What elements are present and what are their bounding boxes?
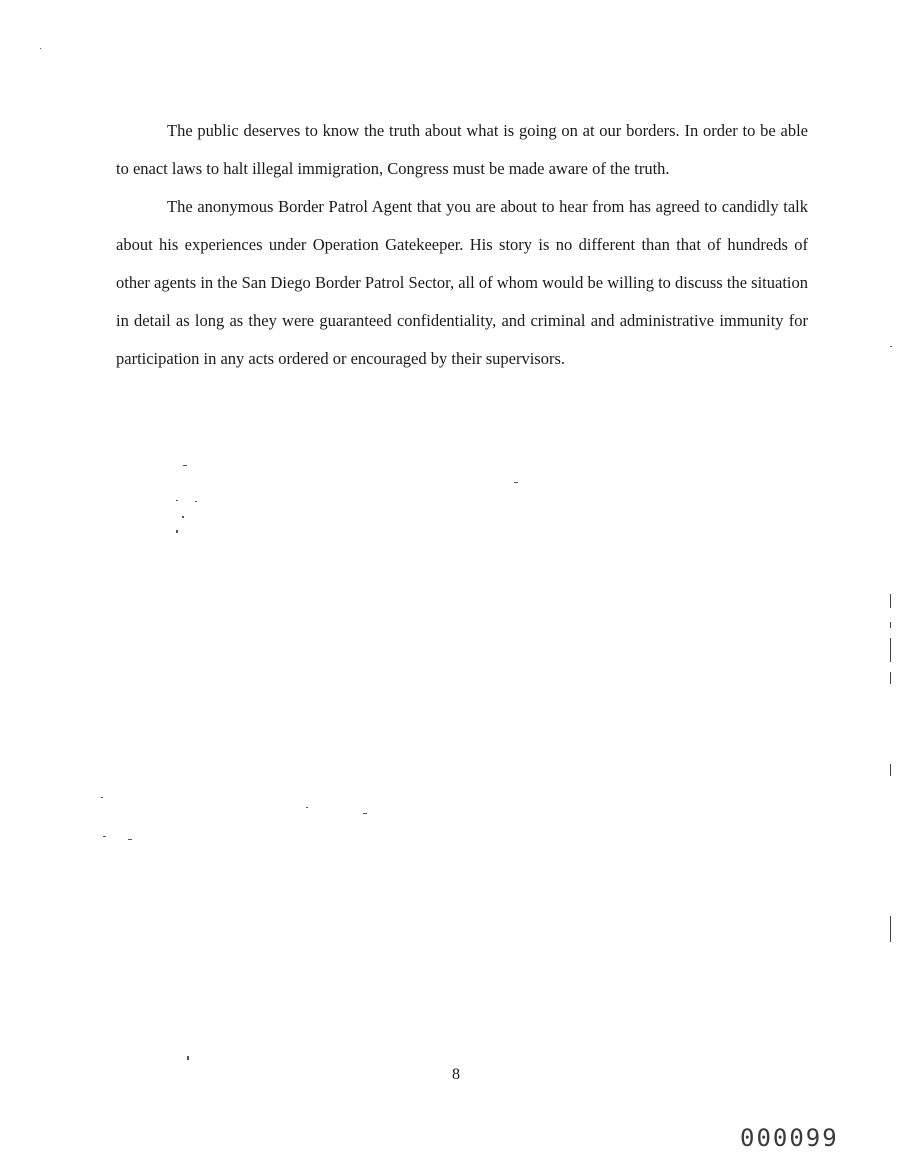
margin-mark <box>890 764 891 776</box>
speck <box>128 839 132 840</box>
speck <box>176 530 178 533</box>
speck <box>890 346 892 347</box>
speck <box>514 482 518 483</box>
margin-mark <box>890 622 891 628</box>
page-number: 8 <box>452 1066 460 1083</box>
speck <box>101 797 103 798</box>
margin-mark <box>890 594 891 608</box>
bates-number: 000099 <box>740 1124 839 1152</box>
speck <box>182 516 184 518</box>
speck <box>195 501 197 502</box>
speck <box>176 500 178 501</box>
margin-mark <box>890 916 891 942</box>
paragraph-2: The anonymous Border Patrol Agent that you are about to hear from has agreed to candidly talk about his experiences under Operation Gatekeeper. His story is no different than that of hundreds of other agents in the San Diego Border Patrol Sector, all of whom would be willing to discuss the situation in detail as long as they were guaranteed confidentiality, and criminal and administrative immunity for participation in any acts ordered or encouraged by their supervisors. <box>116 197 808 368</box>
speck <box>183 465 187 466</box>
speck <box>363 813 367 814</box>
speck <box>103 836 106 837</box>
margin-mark <box>890 638 891 662</box>
paragraph-1: The public deserves to know the truth about what is going on at our borders. In order to be able to enact laws to halt illegal immigration, Congress must be made aware of the truth. <box>116 121 808 178</box>
margin-mark <box>890 672 891 684</box>
speck <box>187 1056 189 1060</box>
speck <box>306 807 308 808</box>
body-text <box>116 112 808 378</box>
speck <box>40 48 41 49</box>
